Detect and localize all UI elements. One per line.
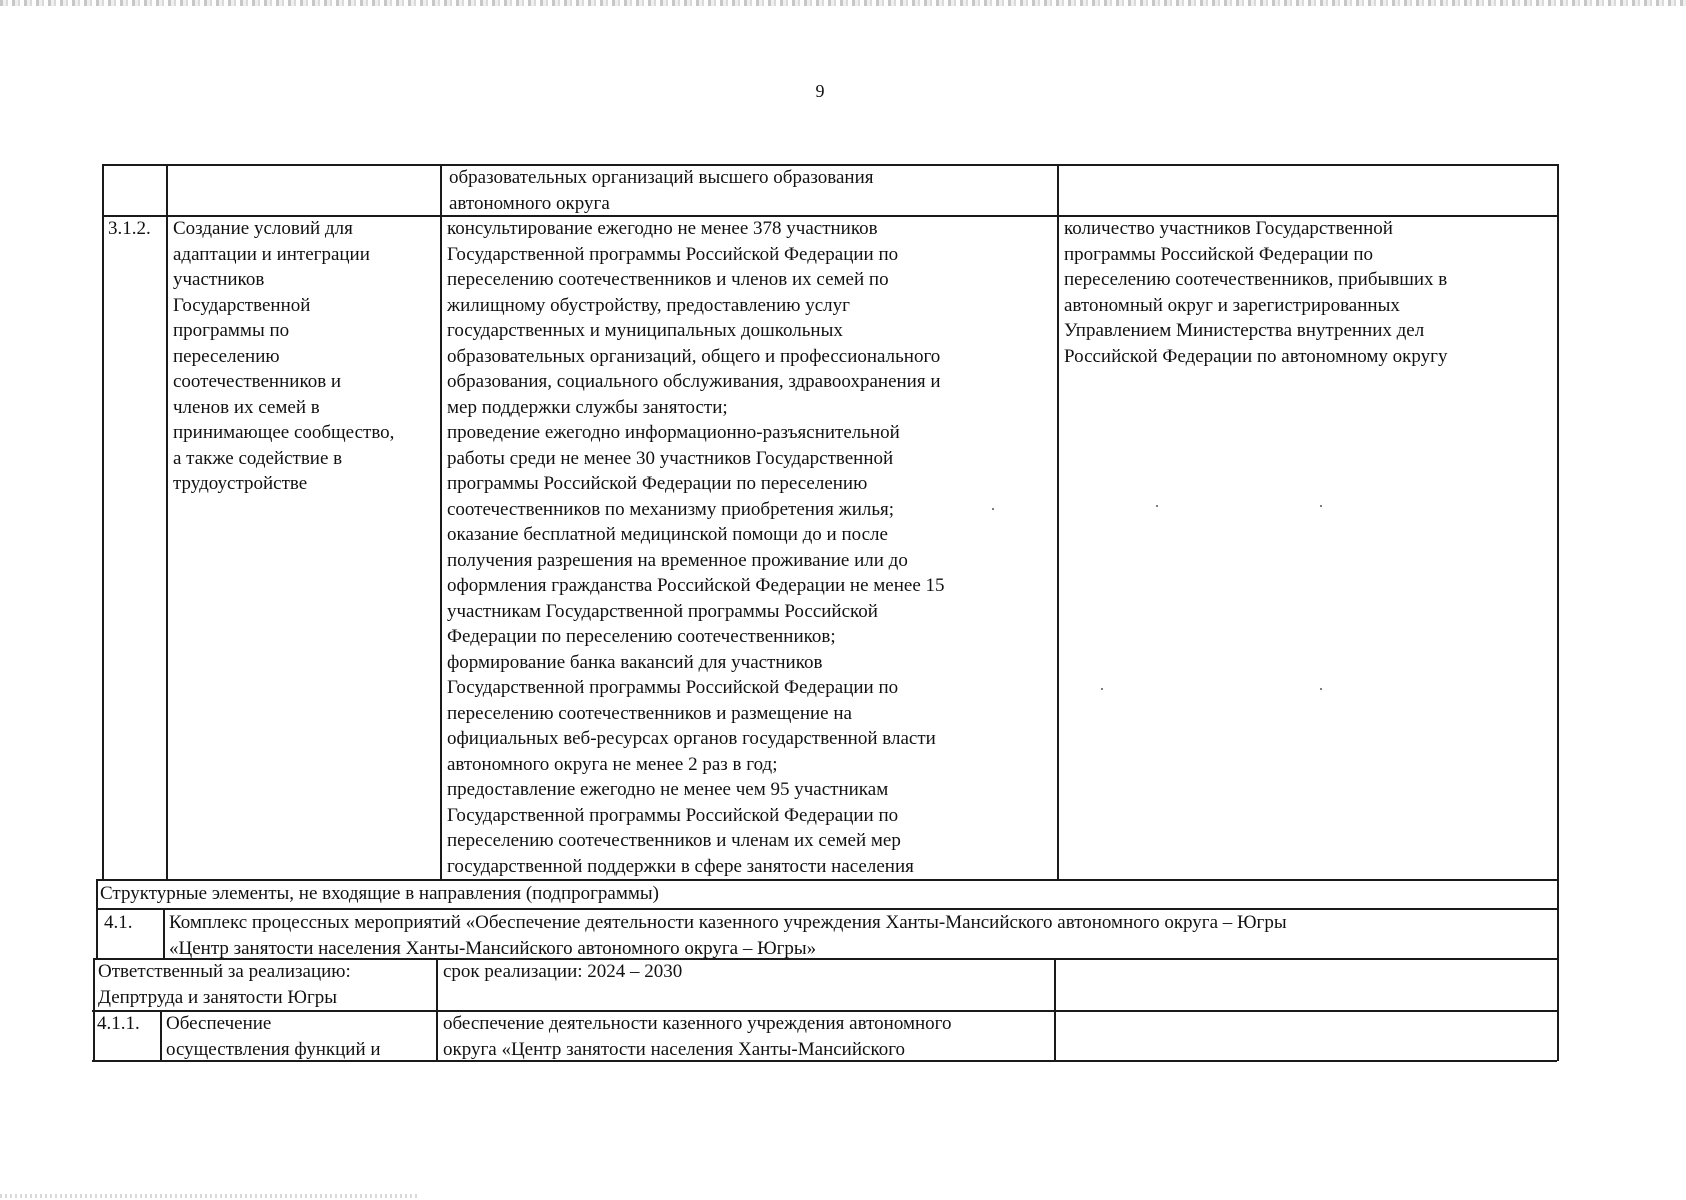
text-line: Государственной программы Российской Федерации по: [447, 243, 899, 265]
text-line: образования, социального обслуживания, здравоохранения и: [447, 371, 941, 392]
text-line: осуществления функций и: [166, 1038, 381, 1060]
text-line: Управлением Министерства внутренних дел: [1064, 320, 1425, 341]
text-line: Государственной программы Российской Федерации по: [447, 677, 899, 698]
row-number-4-1-1: 4.1.1.: [97, 1013, 140, 1034]
table-border-left: [93, 958, 95, 1061]
indicator-3-1-2: [1064, 216, 1447, 369]
text-line: участников: [173, 269, 265, 290]
text-line: Депртруда и занятости Югры: [98, 986, 338, 1008]
text-line: проведение ежегодно информационно-разъяснительной: [447, 422, 900, 443]
text-line: работы среди не менее 30 участников Государственной: [447, 447, 894, 469]
text-line: а также содействие в: [173, 447, 343, 469]
text-line: Комплекс процессных мероприятий «Обеспечение деятельности казенного учреждения Ханты-Мансийского автономного округа – Югры: [169, 912, 1287, 933]
text-line: оформления гражданства Российской Федерации не менее 15: [447, 575, 945, 596]
text-line: переселению соотечественников и членов их семей по: [447, 269, 889, 290]
text-line: государственной поддержки в сфере занятости населения: [447, 855, 914, 877]
text-line: Российской Федерации по автономному округу: [1064, 345, 1448, 367]
text-line: участникам Государственной программы Российской: [447, 600, 878, 622]
text-line: автономного округа: [449, 192, 610, 214]
text-line: жилищному обустройству, предоставлению услуг: [447, 294, 850, 316]
column-separator: [160, 1010, 162, 1061]
structural-elements-heading: Структурные элементы, не входящие в направления (подпрограммы): [100, 883, 659, 904]
text-line: консультирование ежегодно не менее 378 участников: [447, 218, 878, 239]
text-line: членов их семей в: [173, 396, 320, 418]
page-number: 9: [815, 81, 825, 101]
text-line: Государственной программы Российской Федерации по: [447, 804, 899, 826]
text-line: автономный округ и зарегистрированных: [1064, 294, 1400, 316]
text-line: Государственной: [173, 294, 311, 316]
text-line: получения разрешения на временное проживание или до: [447, 549, 908, 571]
scan-edge-bottom: [0, 1194, 420, 1198]
text-line: мер поддержки службы занятости;: [447, 396, 728, 418]
text-line: Создание условий для: [173, 218, 353, 239]
column-separator: [440, 164, 442, 879]
responsible-executor: [98, 959, 351, 1010]
text-line: программы по: [173, 320, 290, 341]
text-line: соотечественников и: [173, 371, 342, 392]
text-line: Ответственный за реализацию:: [98, 961, 351, 982]
text-line: государственных и муниципальных дошкольных: [447, 320, 843, 341]
scan-speck: [1320, 688, 1322, 690]
text-line: количество участников Государственной: [1064, 218, 1393, 239]
text-line: переселению соотечественников и членам их семей мер: [447, 830, 901, 851]
table-border-left: [102, 164, 104, 879]
scan-speck: [1156, 505, 1158, 507]
text-line: оказание бесплатной медицинской помощи до и после: [447, 524, 888, 545]
text-line: переселению соотечественников, прибывших в: [1064, 269, 1448, 290]
text-line: программы Российской Федерации по переселению: [447, 473, 868, 494]
text-line: переселению соотечественников и размещение на: [447, 702, 852, 724]
scan-speck: [1320, 505, 1322, 507]
text-line: принимающее сообщество,: [173, 422, 395, 443]
continuation-measures: [449, 165, 874, 216]
column-separator: [166, 164, 168, 879]
task-4-1-1: [166, 1011, 381, 1062]
text-line: автономного округа не менее 2 раз в год;: [447, 753, 778, 775]
column-separator: [1054, 958, 1056, 1061]
measures-4-1-1: [443, 1011, 951, 1062]
column-separator: [436, 958, 438, 1061]
column-separator: [1057, 164, 1059, 879]
text-line: формирование банка вакансий для участников: [447, 651, 823, 673]
text-line: образовательных организаций, общего и профессионального: [447, 345, 941, 367]
text-line: трудоустройстве: [173, 473, 308, 494]
text-line: официальных веб-ресурсах органов государственной власти: [447, 728, 936, 749]
text-line: образовательных организаций высшего образования: [449, 167, 874, 188]
scan-speck: [992, 508, 994, 510]
row-number-3-1-2: 3.1.2.: [108, 218, 151, 239]
task-3-1-2: [173, 216, 394, 497]
text-line: программы Российской Федерации по: [1064, 243, 1373, 265]
text-line: переселению: [173, 345, 280, 367]
text-line: предоставление ежегодно не менее чем 95 участникам: [447, 779, 889, 800]
text-line: соотечественников по механизму приобретения жилья;: [447, 498, 895, 520]
text-line: «Центр занятости населения Ханты-Мансийского автономного округа – Югры»: [169, 937, 817, 959]
text-line: обеспечение деятельности казенного учреждения автономного: [443, 1013, 952, 1034]
text-line: округа «Центр занятости населения Ханты-Мансийского: [443, 1038, 906, 1060]
text-line: адаптации и интеграции: [173, 243, 370, 265]
scan-speck: [1101, 688, 1103, 690]
implementation-term: срок реализации: 2024 – 2030: [443, 961, 683, 982]
table-border-left: [96, 879, 98, 958]
text-line: Обеспечение: [166, 1013, 272, 1034]
scan-edge-top: [0, 0, 1686, 6]
text-line: Федерации по переселению соотечественников;: [447, 626, 836, 647]
measures-3-1-2: [447, 216, 945, 879]
column-separator: [163, 908, 165, 958]
complex-title-4-1: [169, 910, 1287, 961]
table-border-right: [1557, 164, 1559, 1061]
row-number-4-1: 4.1.: [104, 912, 133, 933]
